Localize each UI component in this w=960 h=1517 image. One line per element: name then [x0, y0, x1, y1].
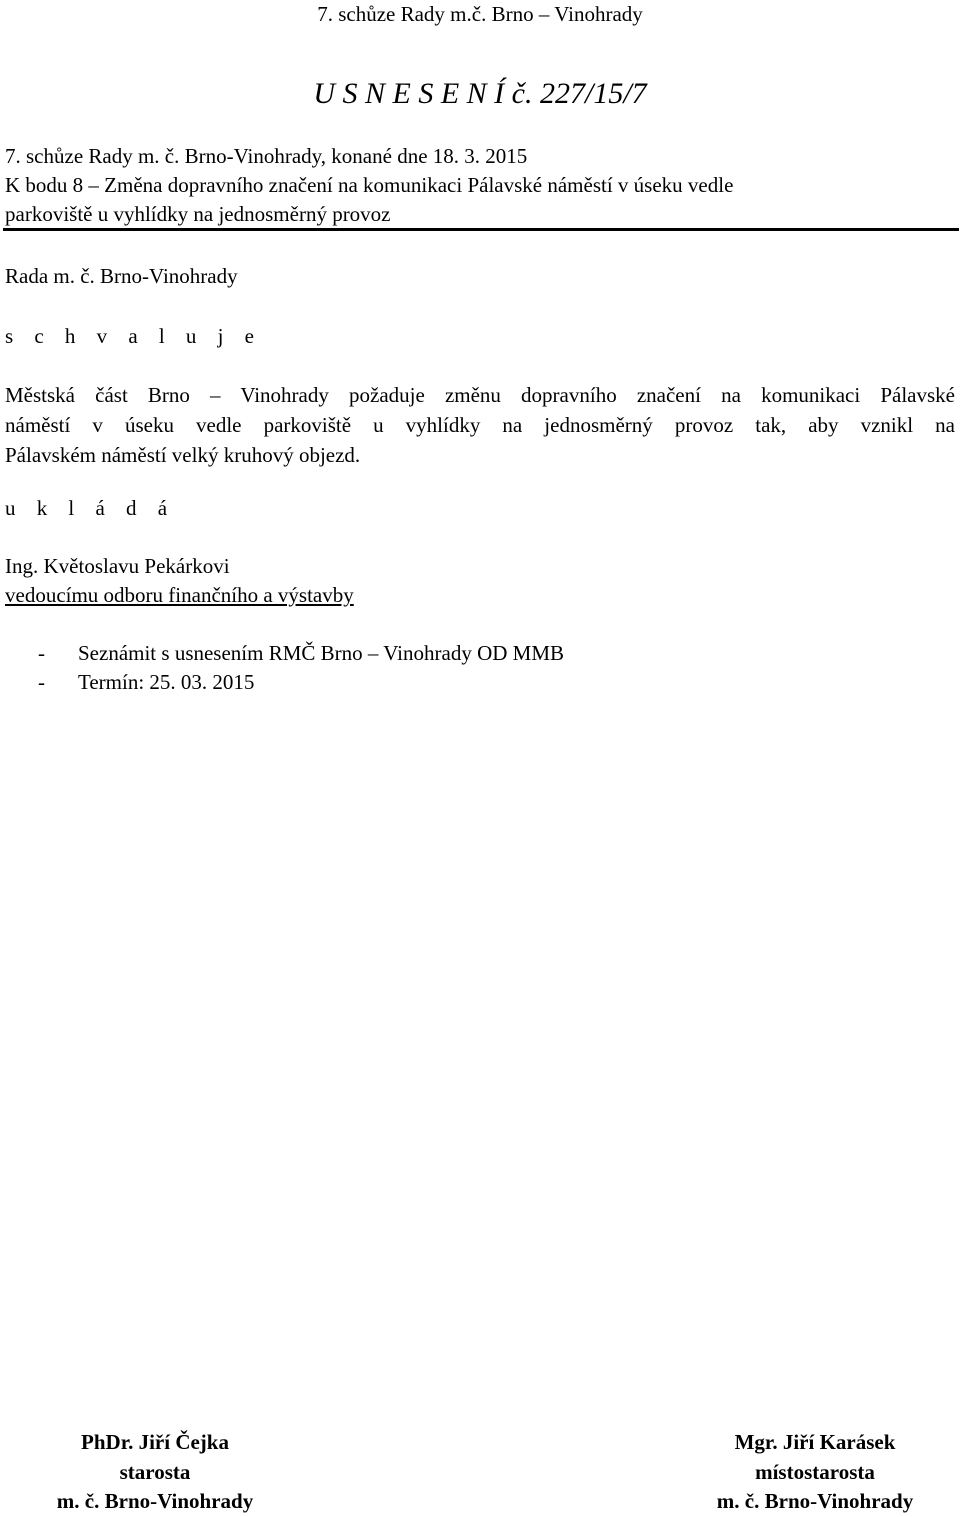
signature-block-left	[20, 1428, 290, 1517]
meeting-line: 7. schůze Rady m. č. Brno-Vinohrady, konané dne 18. 3. 2015	[5, 144, 528, 168]
signatory-name: Mgr. Jiří Karásek	[734, 1430, 896, 1454]
signatory-role: starosta	[119, 1459, 191, 1484]
signatory-name: PhDr. Jiří Čejka	[81, 1430, 229, 1454]
task-text: Seznámit s usnesením RMČ Brno – Vinohrady OD MMB	[78, 641, 565, 665]
agenda-point-line-2: parkoviště u vyhlídky na jednosměrný provoz	[5, 202, 391, 226]
task-item	[38, 668, 254, 696]
imposes-heading: u k l á d á	[5, 496, 176, 520]
approval-text-line-3: Pálavském náměstí velký kruhový objezd.	[5, 443, 361, 467]
page-header: 7. schůze Rady m.č. Brno – Vinohrady	[317, 2, 643, 26]
signatory-organization: m. č. Brno-Vinohrady	[716, 1489, 914, 1513]
approves-heading: s c h v a l u j e	[5, 324, 262, 348]
signature-block-right	[680, 1428, 950, 1517]
resolution-title: U S N E S E N Í č. 227/15/7	[313, 77, 647, 110]
task-dash: -	[38, 670, 45, 694]
approval-text-line-2: náměstí v úseku vedle parkoviště u vyhlídky na jednosměrný provoz tak, aby vznikl na	[5, 413, 955, 437]
signatory-role: místostarosta	[755, 1459, 875, 1484]
signatory-organization: m. č. Brno-Vinohrady	[56, 1489, 254, 1513]
task-dash: -	[38, 641, 45, 665]
assignee-name: Ing. Květoslavu Pekárkovi	[5, 554, 230, 578]
approval-text-line-1: Městská část Brno – Vinohrady požaduje změnu dopravního značení na komunikaci Pálavské	[5, 383, 955, 407]
assignee-role: vedoucímu odboru finančního a výstavby	[5, 583, 354, 607]
task-item	[38, 639, 564, 667]
agenda-point-line-1: K bodu 8 – Změna dopravního značení na komunikaci Pálavské náměstí v úseku vedle	[5, 173, 734, 197]
approval-paragraph	[5, 380, 955, 470]
council-name: Rada m. č. Brno-Vinohrady	[5, 264, 238, 288]
task-text: Termín: 25. 03. 2015	[78, 670, 255, 694]
horizontal-divider	[3, 228, 959, 231]
